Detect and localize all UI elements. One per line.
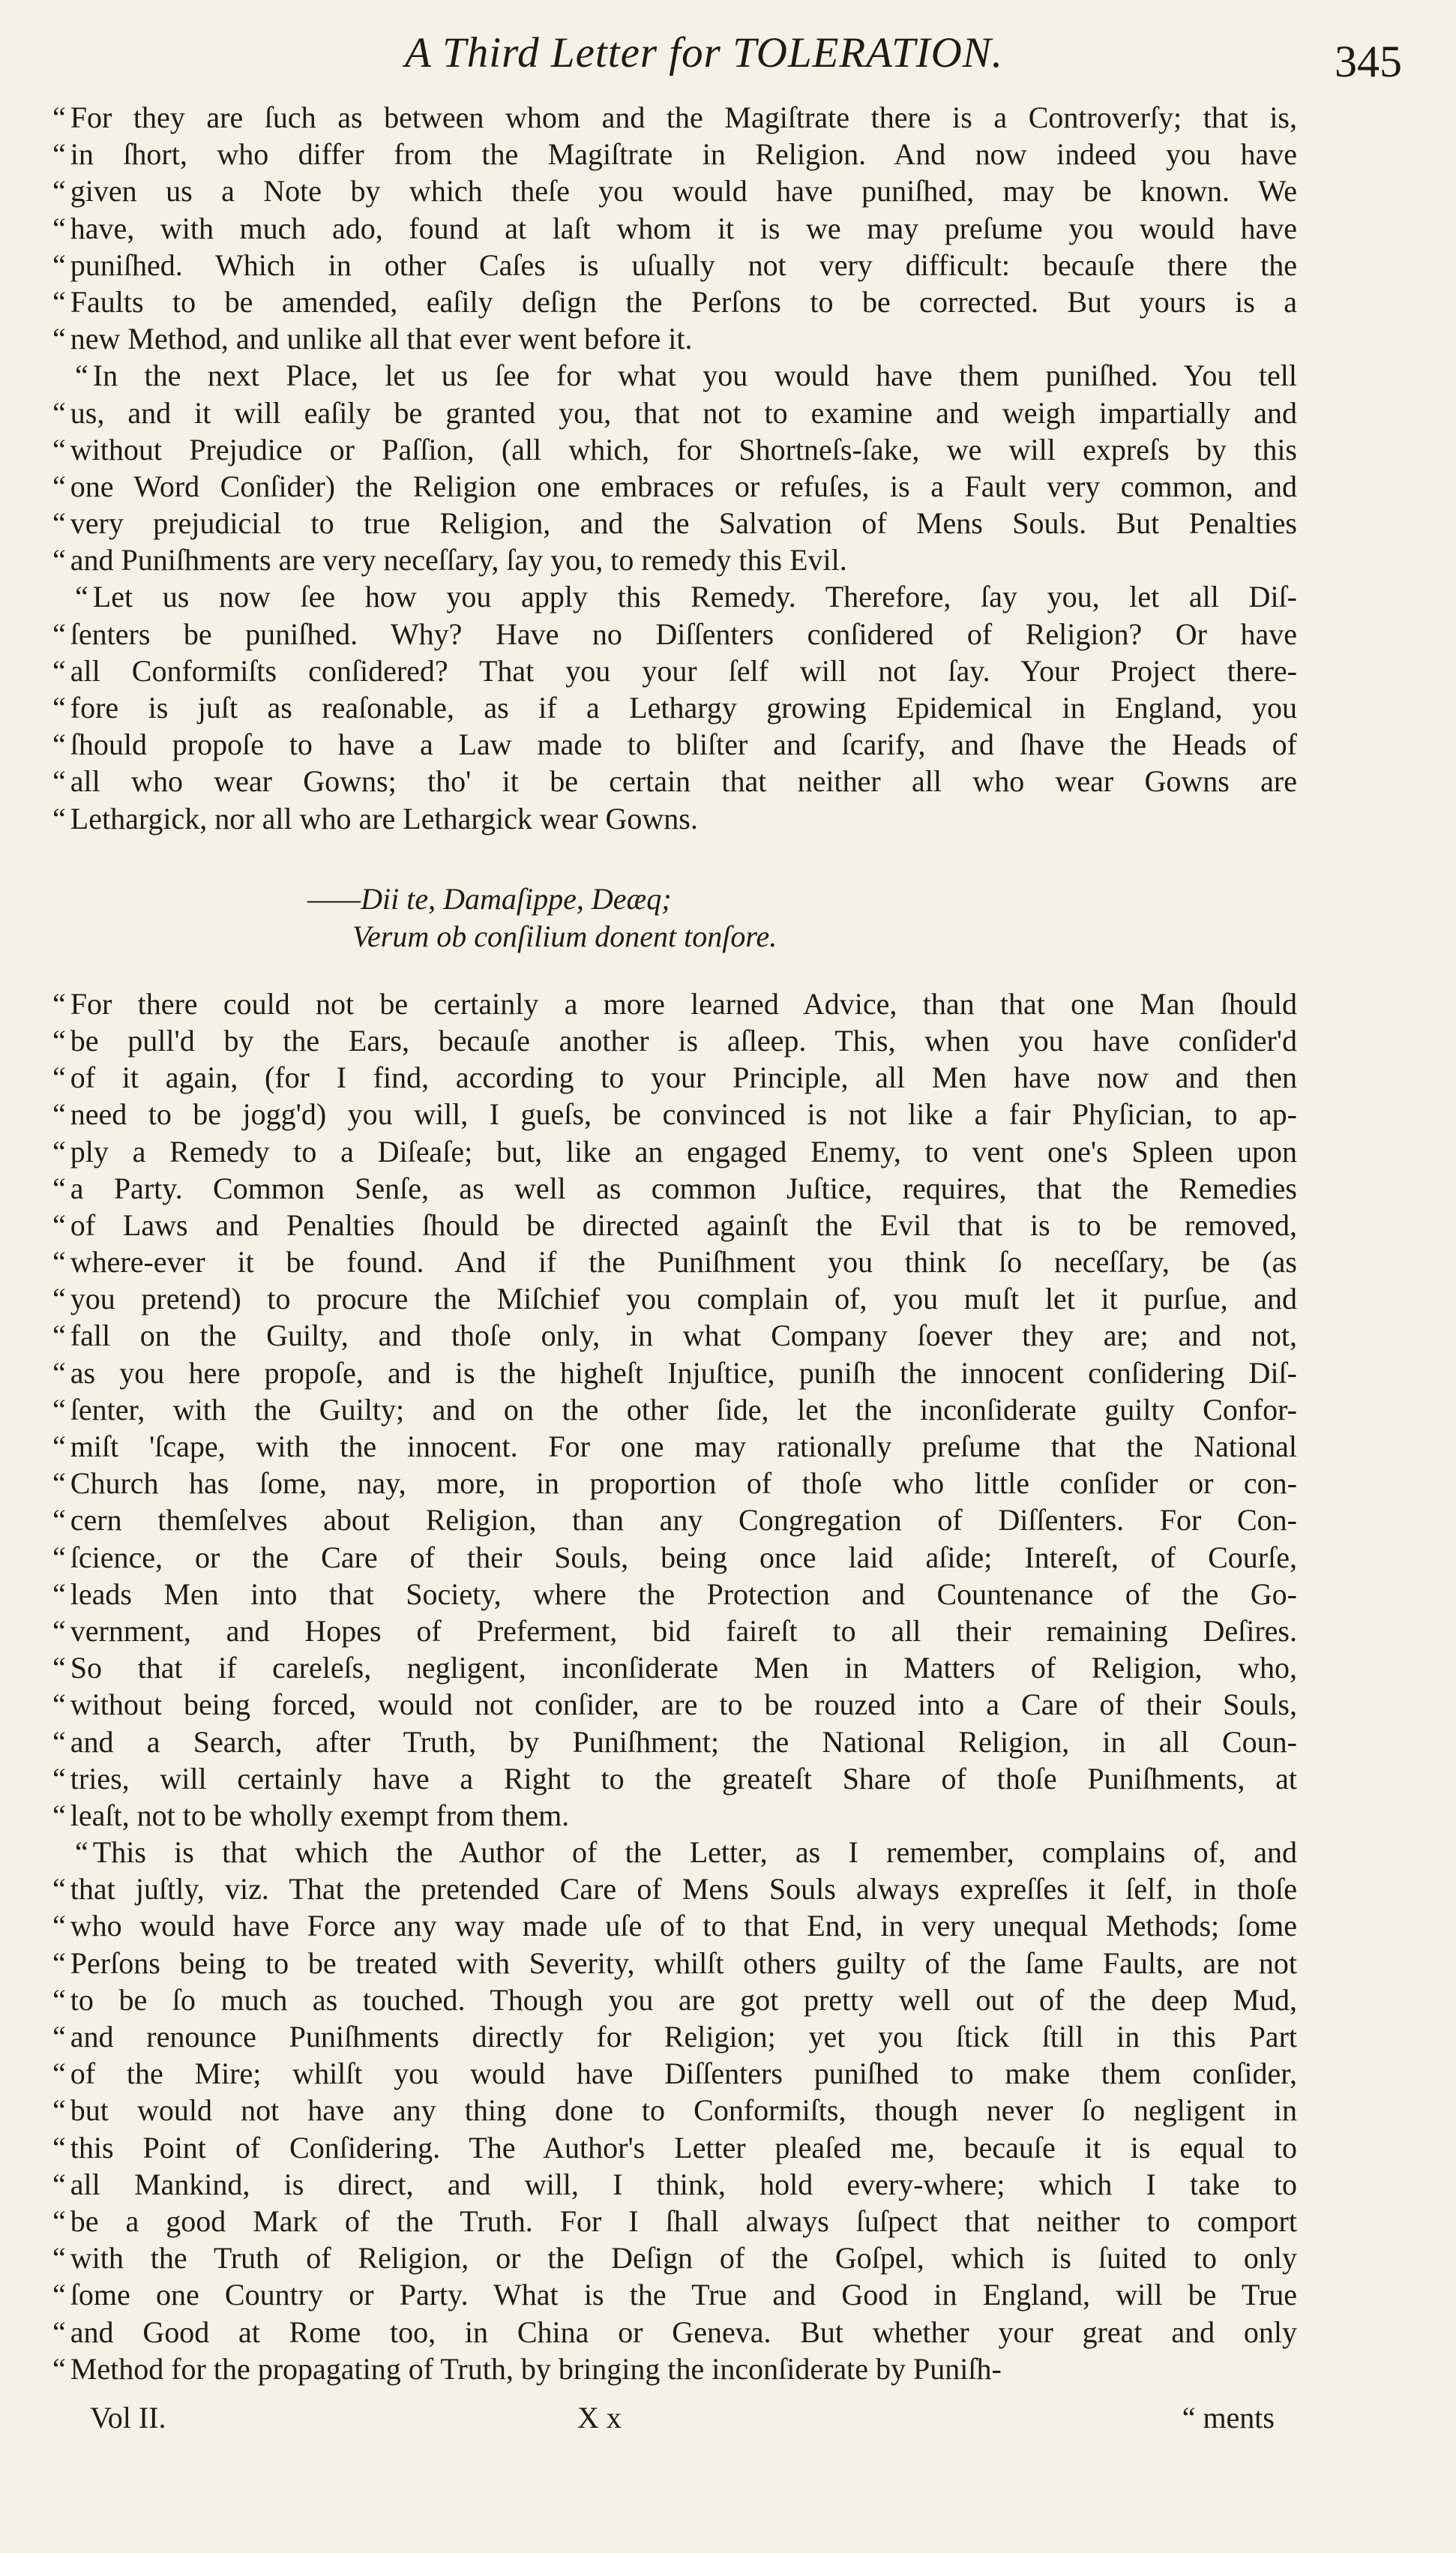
text-line (52, 726, 1297, 763)
quote-mark: “ (52, 469, 66, 503)
quote-mark: “ (52, 801, 66, 836)
text-line (52, 1207, 1297, 1244)
text-line (52, 99, 1297, 136)
text-line (52, 1096, 1297, 1132)
quote-mark: “ (52, 1761, 66, 1796)
line-text: of it again, (for I find, according to your Principle, all Men have now and then (70, 1060, 1297, 1095)
line-text: leaſt, not to be wholly exempt from them. (70, 1798, 570, 1832)
quote-mark: “ (52, 1503, 66, 1538)
line-text: be a good Mark of the Truth. For I ſhall always ſuſpect that neither to comport (70, 2204, 1297, 2238)
quote-mark: “ (52, 728, 66, 762)
line-text: and Good at Rome too, in China or Geneva. But whether your great and only (70, 2314, 1297, 2349)
line-text: Lethargick, nor all who are Lethargick wear Gowns. (70, 801, 698, 836)
line-text: ſome one Country or Party. What is the True and Good in England, will be True (70, 2278, 1297, 2312)
line-text: fore is juſt as reaſonable, as if a Lethargy growing Epidemical in England, you (70, 691, 1297, 724)
page-footer (90, 2400, 1275, 2445)
text-line (52, 2240, 1297, 2276)
line-text: very prejudicial to true Religion, and the Salvation of Mens Souls. But Penalties (70, 506, 1297, 541)
text-line (52, 1649, 1297, 1686)
text-line (52, 1280, 1297, 1317)
text-line (52, 1170, 1297, 1207)
line-text: ply a Remedy to a Diſeaſe; but, like an engaged Enemy, to vent one's Spleen upon (70, 1134, 1297, 1168)
line-text: in ſhort, who differ from the Magiſtrate in Religion. And now indeed you have (70, 137, 1297, 172)
line-text: tries, will certainly have a Right to the greateſt Share of thoſe Puniſhments, at (70, 1761, 1297, 1796)
quote-mark: “ (52, 1576, 66, 1611)
text-line (52, 1760, 1297, 1797)
text-line (52, 616, 1297, 652)
paragraph-5 (52, 1834, 1297, 2387)
line-text: So that if careleſs, negligent, inconſiderate Men in Matters of Religion, who, (70, 1651, 1297, 1685)
quote-mark: “ (52, 100, 66, 134)
text-line (52, 1059, 1297, 1096)
line-text: as you here propoſe, and is the higheſt Injuſtice, puniſh the innocent conſidering Diſ- (70, 1355, 1297, 1390)
quote-mark: “ (52, 1540, 66, 1574)
text-line (52, 1870, 1297, 1907)
text-line (52, 1686, 1297, 1723)
quote-mark: “ (52, 322, 66, 356)
quote-mark: “ (52, 1208, 66, 1242)
quote-mark: “ (52, 1466, 66, 1501)
text-line (52, 1576, 1297, 1612)
line-text: that juſtly, viz. That the pretended Care of Mens Souls always expreſſes it ſelf, in thoſe (70, 1872, 1297, 1906)
line-text: Church has ſome, nay, more, in proportion of thoſe who little conſider or con- (70, 1466, 1297, 1501)
quote-mark: “ (52, 395, 66, 430)
quote-mark: “ (52, 1872, 66, 1906)
text-line (52, 1244, 1297, 1280)
text-line (52, 1834, 1297, 1870)
quote-mark: “ (52, 1909, 66, 1943)
text-line (52, 1945, 1297, 1982)
quote-mark: “ (52, 2314, 66, 2349)
text-line (52, 320, 1297, 357)
quote-mark: “ (52, 1060, 66, 1095)
text-line (52, 2166, 1297, 2203)
quote-mark: “ (52, 1430, 66, 1463)
signature-mark: X x (577, 2401, 622, 2434)
quote-mark: “ (52, 1946, 66, 1980)
text-line (52, 1907, 1297, 1944)
text-line (52, 1428, 1297, 1465)
line-text: Let us now ſee how you apply this Remedy. Therefore, ſay you, let all Diſ- (92, 580, 1297, 614)
line-text: to be ſo much as touched. Though you are got pretty well out of the deep Mud, (70, 1982, 1297, 2017)
text-line (52, 689, 1297, 726)
text-line (52, 394, 1297, 431)
text-line (52, 2276, 1297, 2313)
paragraph-1 (52, 99, 1297, 357)
line-text: fall on the Guilty, and thoſe only, in what Company ſoever they are; and not, (70, 1318, 1297, 1353)
quote-mark: “ (52, 2351, 66, 2386)
text-line (52, 2129, 1297, 2166)
line-text: ſenter, with the Guilty; and on the other ſide, let the inconſiderate guilty Confor- (70, 1392, 1297, 1426)
page-number: 345 (1335, 37, 1402, 86)
line-text: but would not have any thing done to Conformiſts, though never ſo negligent in (70, 2093, 1297, 2128)
quote-mark: “ (52, 616, 66, 651)
quote-mark: “ (52, 2130, 66, 2164)
text-line (52, 1797, 1297, 1834)
text-line (52, 800, 1297, 837)
quote-mark: “ (52, 432, 66, 466)
text-line (52, 986, 1297, 1022)
quote-mark: “ (52, 506, 66, 541)
line-text: cern themſelves about Religion, than any Congregation of Diſſenters. For Con- (70, 1503, 1297, 1538)
text-line (52, 1354, 1297, 1391)
text-line (52, 357, 1297, 394)
text-line (52, 652, 1297, 689)
text-line (52, 2350, 1297, 2387)
line-text: with the Truth of Religion, or the Deſign of the Goſpel, which is ſuited to only (70, 2241, 1297, 2276)
line-text: and a Search, after Truth, by Puniſhment; the National Religion, in all Coun- (70, 1724, 1297, 1759)
text-line (52, 1317, 1297, 1354)
text-line (52, 763, 1297, 800)
text-line (52, 1502, 1297, 1538)
line-text: all who wear Gowns; tho' it be certain that neither all who wear Gowns are (70, 764, 1297, 799)
quote-mark: “ (52, 2278, 66, 2312)
text-line (52, 468, 1297, 505)
verse-line-2: Verum ob conſilium donent tonſore. (352, 919, 777, 953)
quote-mark: “ (52, 1798, 66, 1832)
text-line (52, 1612, 1297, 1649)
line-text: a Party. Common Senſe, as well as common Juſtice, requires, that the Remedies (70, 1171, 1297, 1205)
line-text: given us a Note by which theſe you would have puniſhed, may be known. We (70, 174, 1297, 208)
body-text (52, 99, 1297, 2387)
line-text: and Puniſhments are very neceſſary, ſay you, to remedy this Evil. (70, 543, 847, 578)
quote-mark: “ (52, 2056, 66, 2091)
line-text: have, with much ado, found at laſt whom it is we may preſume you would have (70, 211, 1297, 245)
line-text: new Method, and unlike all that ever went before it. (70, 322, 693, 356)
quote-mark: “ (52, 1392, 66, 1426)
quote-mark: “ (52, 543, 66, 578)
text-line (52, 2314, 1297, 2350)
text-line (52, 2018, 1297, 2055)
line-text: without being forced, would not conſider, are to be rouzed into a Care of their Souls, (70, 1688, 1297, 1722)
quote-mark: “ (52, 1651, 66, 1685)
text-line (52, 431, 1297, 468)
paragraph-3 (52, 578, 1297, 836)
quote-mark: “ (52, 2167, 66, 2201)
text-line (52, 136, 1297, 172)
line-text: be pull'd by the Ears, becauſe another is aſleep. This, when you have conſider'd (70, 1023, 1297, 1058)
text-line (52, 2203, 1297, 2240)
quote-mark: “ (52, 986, 66, 1021)
text-line (52, 542, 1297, 578)
line-text: all Mankind, is direct, and will, I think, hold every-where; which I take to (70, 2167, 1297, 2201)
quote-mark: “ (52, 1724, 66, 1759)
quote-mark: “ (52, 1282, 66, 1316)
text-line (52, 1391, 1297, 1428)
quote-mark: “ (52, 653, 66, 688)
line-text: where-ever it be found. And if the Puniſhment you think ſo neceſſary, be (as (70, 1245, 1297, 1280)
text-line (52, 2055, 1297, 2092)
line-text: of Laws and Penalties ſhould be directed againſt the Evil that is to be removed, (70, 1208, 1297, 1242)
text-line (52, 2092, 1297, 2128)
line-text: one Word Conſider) the Religion one embraces or refuſes, is a Fault very common, and (70, 469, 1297, 503)
text-line (52, 210, 1297, 247)
line-text: without Prejudice or Paſſion, (all which, for Shortneſs-ſake, we will expreſs by this (70, 432, 1297, 466)
quote-mark: “ (52, 764, 66, 799)
quote-mark: “ (52, 2241, 66, 2276)
verse-line-1: ——Dii te, Damaſippe, Deæq; (307, 881, 672, 916)
line-text: you pretend) to procure the Miſchief you complain of, you muſt let it purſue, and (70, 1282, 1297, 1316)
line-text: This is that which the Author of the Letter, as I remember, complains of, and (92, 1835, 1297, 1870)
quote-mark: “ (52, 1688, 66, 1722)
text-line (52, 505, 1297, 542)
quote-mark: “ (52, 1355, 66, 1390)
quote-mark: “ (52, 1318, 66, 1353)
line-text: In the next Place, let us ſee for what you would have them puniſhed. You tell (92, 358, 1297, 393)
line-text: For there could not be certainly a more learned Advice, than that one Man ſhould (70, 986, 1297, 1021)
text-line (52, 284, 1297, 320)
text-line (52, 578, 1297, 615)
text-line (52, 172, 1297, 209)
quote-mark: “ (52, 1245, 66, 1280)
quote-mark: “ (52, 174, 66, 208)
quote-mark: “ (52, 1097, 66, 1132)
quote-mark: “ (52, 284, 66, 319)
line-text: ſenters be puniſhed. Why? Have no Diſſenters conſidered of Religion? Or have (70, 616, 1297, 651)
line-text: miſt 'ſcape, with the innocent. For one may rationally preſume that the National (70, 1430, 1297, 1463)
text-line (52, 1133, 1297, 1170)
line-text: ſcience, or the Care of their Souls, being once laid aſide; Intereſt, of Courſe, (70, 1540, 1297, 1574)
text-line (52, 1539, 1297, 1576)
line-text: all Conformiſts conſidered? That you your ſelf will not ſay. Your Project there- (70, 653, 1297, 688)
line-text: who would have Force any way made uſe of to that End, in very unequal Methods; ſome (70, 1909, 1297, 1943)
line-text: leads Men into that Society, where the Protection and Countenance of the Go- (70, 1576, 1297, 1611)
quote-mark: “ (75, 580, 88, 614)
quote-mark: “ (75, 1835, 88, 1870)
quote-mark: “ (52, 248, 66, 282)
paragraph-4 (52, 986, 1297, 1834)
running-head: A Third Letter for TOLERATION. (405, 29, 1004, 76)
line-text: Faults to be amended, eaſily deſign the Perſons to be corrected. But yours is a (70, 284, 1297, 319)
quote-mark: “ (52, 137, 66, 172)
text-line (52, 1982, 1297, 2018)
quote-mark: “ (52, 1134, 66, 1168)
text-line (52, 1022, 1297, 1059)
line-text: Method for the propagating of Truth, by bringing the inconſiderate by Puniſh- (70, 2351, 1002, 2386)
paragraph-2 (52, 357, 1297, 578)
page-header (52, 28, 1402, 88)
line-text: us, and it will eaſily be granted you, that not to examine and weigh impartially and (70, 395, 1297, 430)
line-text: vernment, and Hopes of Preferment, bid faireſt to all their remaining Deſires. (70, 1613, 1297, 1648)
catchword: “ ments (1182, 2401, 1275, 2434)
quote-mark: “ (52, 1982, 66, 2017)
volume-label: Vol II. (90, 2401, 166, 2434)
text-line (52, 1465, 1297, 1502)
line-text: need to be jogg'd) you will, I gueſs, be convinced is not like a fair Phyſician, to ap- (70, 1097, 1297, 1132)
line-text: of the Mire; whilſt you would have Diſſenters puniſhed to make them conſider, (70, 2056, 1297, 2091)
quote-mark: “ (52, 211, 66, 245)
line-text: puniſhed. Which in other Caſes is uſually not very difficult: becauſe there the (70, 248, 1297, 282)
line-text: Perſons being to be treated with Severity, whilſt others guilty of the ſame Faults, are not (70, 1946, 1297, 1980)
line-text: and renounce Puniſhments directly for Religion; yet you ſtick ſtill in this Part (70, 2020, 1297, 2054)
quote-mark: “ (52, 1171, 66, 1205)
quote-mark: “ (52, 1023, 66, 1058)
quote-mark: “ (52, 691, 66, 724)
quote-mark: “ (52, 2093, 66, 2128)
quote-mark: “ (52, 2204, 66, 2238)
quote-mark: “ (75, 358, 88, 393)
line-text: For they are ſuch as between whom and the Magiſtrate there is a Controverſy; that is, (70, 100, 1297, 134)
line-text: this Point of Conſidering. The Author's Letter pleaſed me, becauſe it is equal to (70, 2130, 1297, 2164)
text-line (52, 1724, 1297, 1760)
latin-verse-quotation (52, 880, 1297, 956)
line-text: ſhould propoſe to have a Law made to bliſter and ſcarify, and ſhave the Heads of (70, 728, 1297, 762)
text-line (52, 247, 1297, 284)
quote-mark: “ (52, 1613, 66, 1648)
quote-mark: “ (52, 2020, 66, 2054)
